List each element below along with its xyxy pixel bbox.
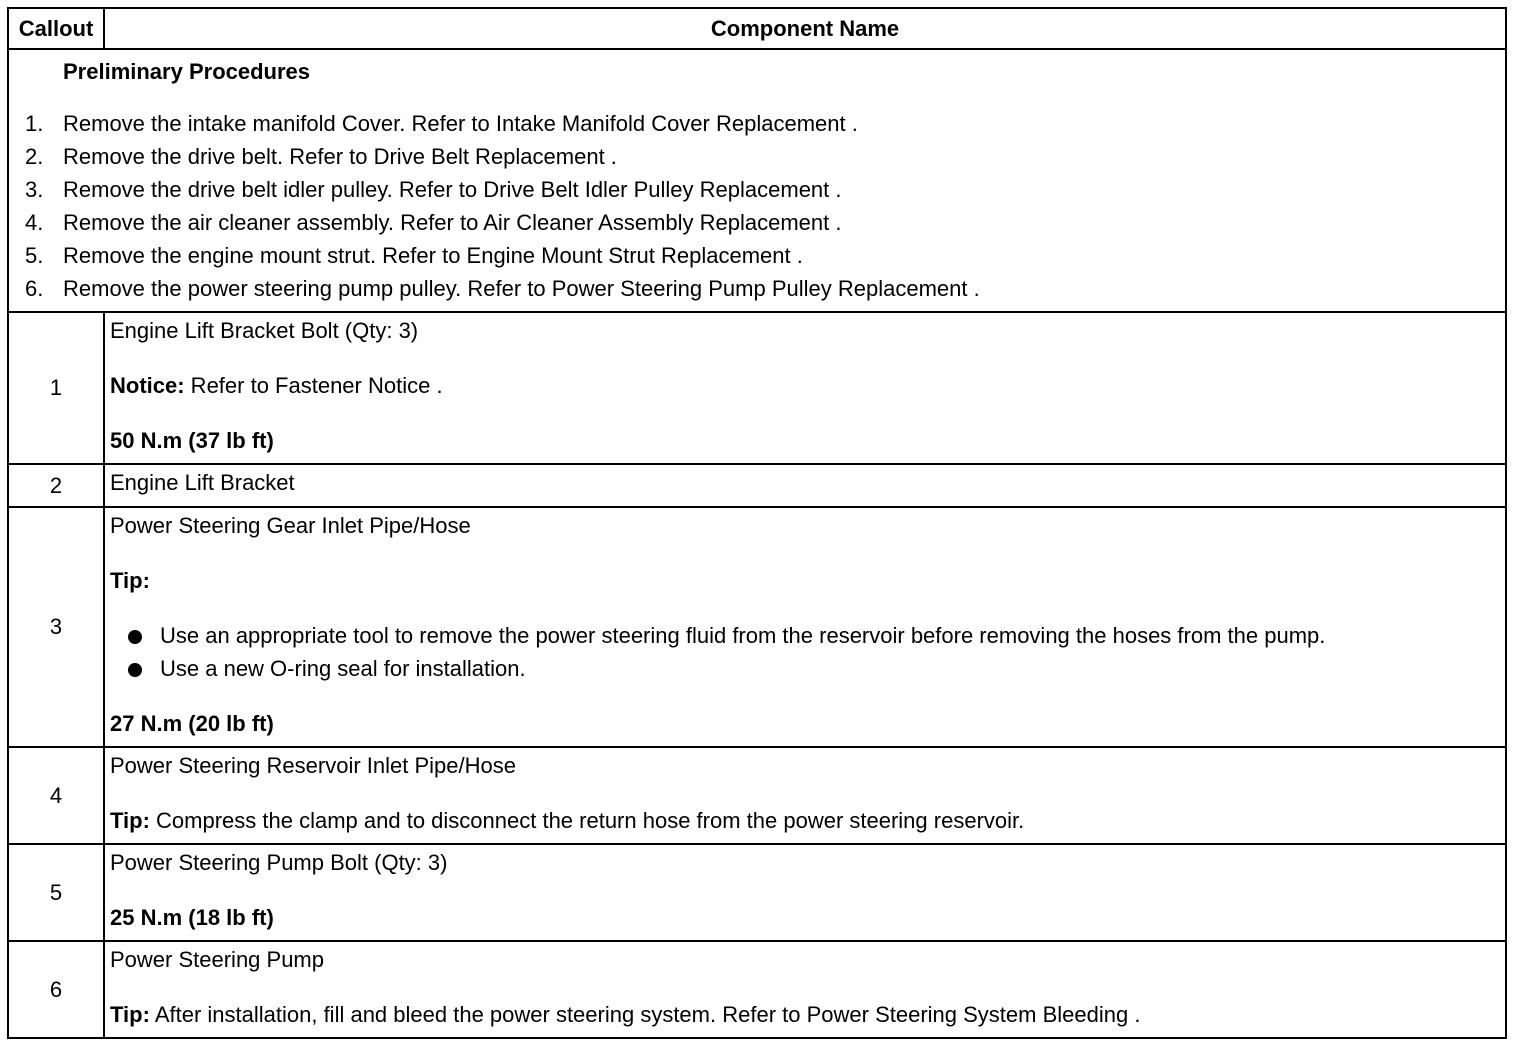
- tip-item: [128, 658, 1505, 691]
- component-name: Power Steering Reservoir Inlet Pipe/Hose: [110, 753, 516, 778]
- table-row: [8, 844, 1506, 941]
- component-name: Power Steering Pump: [110, 947, 324, 972]
- step-item: [25, 212, 1505, 245]
- torque-spec: 50 N.m (37 lb ft): [110, 428, 274, 453]
- callout-cell: 1: [8, 312, 104, 464]
- table-row: [8, 747, 1506, 844]
- component-cell: [104, 312, 1506, 464]
- torque-spec: 27 N.m (20 lb ft): [110, 711, 274, 736]
- bullet-icon: [128, 630, 142, 644]
- component-name: Engine Lift Bracket Bolt (Qty: 3): [110, 318, 419, 343]
- notice-label: Notice:: [110, 373, 185, 398]
- torque-spec: 25 N.m (18 lb ft): [110, 905, 274, 930]
- preliminary-title: Preliminary Procedures: [63, 59, 311, 84]
- component-header: Component Name: [104, 8, 1506, 49]
- notice-text[interactable]: Refer to Fastener Notice .: [184, 373, 443, 398]
- step-text[interactable]: Remove the engine mount strut. Refer to Engine Mount Strut Replacement .: [63, 243, 803, 268]
- step-text[interactable]: Remove the intake manifold Cover. Refer to Intake Manifold Cover Replacement .: [63, 111, 858, 136]
- component-cell: [104, 941, 1506, 1038]
- step-text[interactable]: Remove the drive belt idler pulley. Refer to Drive Belt Idler Pulley Replacement .: [63, 177, 842, 202]
- callout-cell: 3: [8, 507, 104, 747]
- tip-text: Use an appropriate tool to remove the power steering fluid from the reservoir before removing the hoses from the pump.: [160, 623, 1326, 648]
- tip-text: Compress the clamp and to disconnect the return hose from the power steering reservoir.: [149, 808, 1025, 833]
- callout-cell: 5: [8, 844, 104, 941]
- step-text[interactable]: Remove the power steering pump pulley. Refer to Power Steering Pump Pulley Replacement .: [63, 276, 980, 301]
- callout-header: Callout: [8, 8, 104, 49]
- notice-line: [110, 375, 1505, 408]
- tip-line: [110, 1004, 1505, 1037]
- step-number: 4.: [25, 210, 44, 235]
- step-item: [25, 278, 1505, 311]
- table-row: [8, 312, 1506, 464]
- step-text[interactable]: Remove the air cleaner assembly. Refer to Air Cleaner Assembly Replacement .: [63, 210, 842, 235]
- tip-line: [110, 810, 1505, 843]
- table-row: [8, 507, 1506, 747]
- tip-list: [128, 625, 1505, 691]
- table-row: [8, 941, 1506, 1038]
- tip-label: Tip:: [110, 568, 150, 593]
- component-name: Power Steering Pump Bolt (Qty: 3): [110, 850, 448, 875]
- header-row: [8, 8, 1506, 49]
- component-table: [7, 7, 1507, 1039]
- step-item: [25, 113, 1505, 146]
- component-name: Power Steering Gear Inlet Pipe/Hose: [110, 513, 471, 538]
- preliminary-procedures: [8, 49, 1506, 312]
- step-number: 3.: [25, 177, 44, 202]
- tip-item: [128, 625, 1505, 658]
- tip-text[interactable]: After installation, fill and bleed the power steering system. Refer to Power Steering System Bleeding .: [149, 1002, 1141, 1027]
- tip-text: Use a new O-ring seal for installation.: [160, 656, 526, 681]
- component-cell: [104, 464, 1506, 507]
- step-number: 5.: [25, 243, 44, 268]
- preliminary-row: [8, 49, 1506, 312]
- step-item: [25, 179, 1505, 212]
- step-item: [25, 146, 1505, 179]
- step-item: [25, 245, 1505, 278]
- preliminary-steps: [25, 113, 1505, 311]
- tip-label: Tip:: [110, 1002, 150, 1027]
- step-text[interactable]: Remove the drive belt. Refer to Drive Belt Replacement .: [63, 144, 617, 169]
- table-row: [8, 464, 1506, 507]
- component-cell: [104, 844, 1506, 941]
- callout-cell: 4: [8, 747, 104, 844]
- callout-cell: 2: [8, 464, 104, 507]
- step-number: 1.: [25, 111, 44, 136]
- tip-label: Tip:: [110, 808, 150, 833]
- step-number: 6.: [25, 276, 44, 301]
- component-name: Engine Lift Bracket: [110, 470, 295, 495]
- component-cell: [104, 507, 1506, 747]
- step-number: 2.: [25, 144, 44, 169]
- bullet-icon: [128, 663, 142, 677]
- component-cell: [104, 747, 1506, 844]
- callout-cell: 6: [8, 941, 104, 1038]
